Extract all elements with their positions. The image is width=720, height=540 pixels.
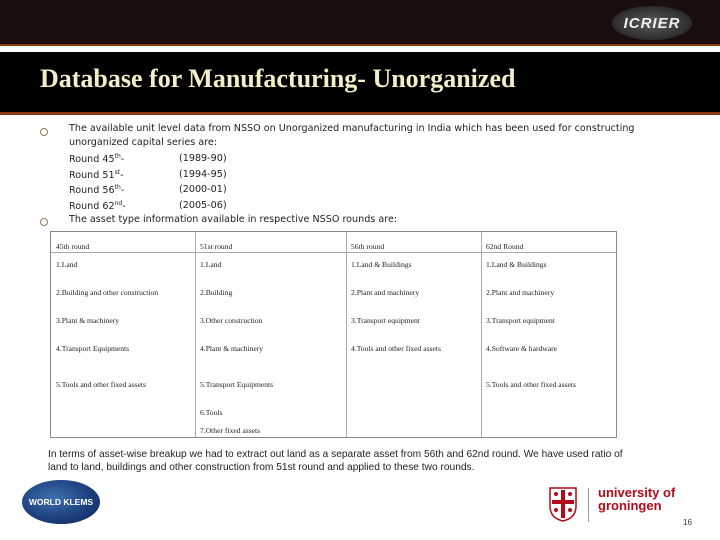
asset-table [50, 231, 617, 438]
round-years: (1994-95) [179, 168, 227, 180]
university-line-2: groningen [598, 498, 662, 513]
round-name: Round 51 [69, 169, 115, 181]
round-suffix: nd [114, 199, 123, 207]
table-cell: 3.Transport equipment [486, 316, 555, 325]
table-header: 51st round [200, 242, 233, 251]
table-cell: 7.Other fixed assets [200, 426, 261, 435]
table-header: 62nd Round [486, 242, 524, 251]
table-cell: 5.Tools and other fixed assets [56, 380, 146, 389]
table-cell: 3.Other construction [200, 316, 263, 325]
table-cell: 2.Building and other construction [56, 288, 159, 297]
icrier-logo-text: ICRIER [623, 14, 681, 32]
table-divider [481, 232, 482, 437]
round-name: Round 45 [69, 154, 115, 165]
table-cell: 3.Plant & machinery [56, 316, 120, 325]
round-suffix: th [114, 184, 121, 191]
table-cell: 2.Building [200, 288, 233, 297]
page-number: 16 [683, 518, 692, 527]
table-cell: 2.Plant and machinery [351, 288, 420, 297]
icrier-logo [612, 6, 692, 40]
table-cell: 6.Tools [200, 408, 223, 417]
round-years: (2000-01) [179, 184, 227, 195]
bullet-icon [40, 128, 48, 136]
table-cell: 4.Software & hardware [486, 344, 558, 353]
table-cell: 1.Land [200, 260, 222, 269]
bullet-icon [40, 218, 48, 226]
logo-divider [588, 488, 589, 522]
table-cell: 1.Land & Buildings [486, 260, 547, 269]
page-title: Database for Manufacturing- Unorganized [40, 64, 516, 93]
university-logo [548, 484, 688, 526]
title-bar [0, 52, 720, 115]
table-cell: 4.Tools and other fixed assets [351, 344, 441, 353]
table-cell: 4.Plant & machinery [200, 344, 264, 353]
table-header: 45th round [56, 242, 90, 251]
round-suffix: st [114, 168, 121, 176]
university-name [598, 486, 675, 512]
world-klems-logo [22, 480, 100, 524]
table-divider [51, 252, 616, 253]
table-cell: 5.Transport Equipments [200, 380, 274, 389]
bullet-text-2: The asset type information available in respective NSSO rounds are: [69, 214, 398, 225]
table-cell: 5.Tools and other fixed assets [486, 380, 576, 389]
bullet-text-1: The available unit level data from NSSO on Unorganized manufacturing in India which has been used for constructing unorganized capital series are: [69, 123, 635, 148]
table-cell: 1.Land [56, 260, 78, 269]
round-suffix: th [114, 153, 121, 160]
crest-icon [548, 486, 578, 522]
top-bar [0, 0, 720, 46]
table-cell: 3.Transport equipment [351, 316, 420, 325]
note-text: In terms of asset-wise breakup we had to extract out land as a separate asset from 56th and 62nd round. We have used ratio of land to land, buildings and other construction from 51st round and applied to these two rounds. [48, 449, 623, 473]
table-cell: 4.Transport Equipments [56, 344, 130, 353]
university-line-1: university of [598, 485, 676, 500]
round-years: (1989-90) [179, 153, 227, 164]
world-klems-text: WORLD KLEMS [28, 497, 94, 507]
table-divider [195, 232, 196, 437]
round-years: (2005-06) [179, 199, 227, 211]
table-cell: 1.Land & Buildings [351, 260, 412, 269]
table-header: 56th round [351, 242, 385, 251]
round-name: Round 62 [69, 200, 115, 212]
table-divider [346, 232, 347, 437]
table-cell: 2.Plant and machinery [486, 288, 555, 297]
round-name: Round 56 [69, 185, 115, 196]
